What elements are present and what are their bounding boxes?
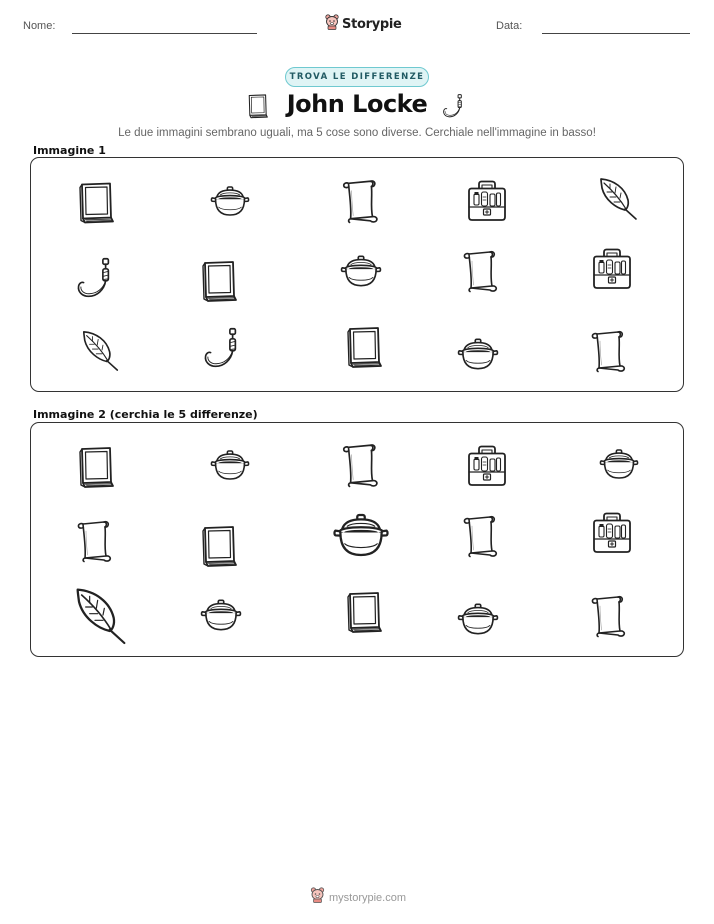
scroll-icon bbox=[585, 325, 633, 375]
medical-bag-icon bbox=[463, 442, 511, 490]
pot-icon bbox=[199, 593, 243, 637]
medical-bag-icon bbox=[588, 245, 636, 293]
medical-bag-icon bbox=[588, 509, 636, 557]
quill-icon bbox=[71, 581, 135, 649]
hook-icon bbox=[201, 324, 245, 372]
pot-icon bbox=[331, 505, 391, 565]
name-label: Nome: bbox=[23, 20, 56, 32]
date-field[interactable] bbox=[542, 33, 690, 34]
name-field[interactable] bbox=[72, 33, 257, 34]
scroll-icon bbox=[336, 175, 386, 225]
book-icon bbox=[341, 322, 389, 372]
medical-bag-icon bbox=[463, 177, 511, 225]
bear-mascot-icon bbox=[310, 887, 325, 908]
footer-site: mystorypie.com bbox=[329, 891, 407, 904]
scroll-icon bbox=[457, 246, 505, 294]
image-1-panel bbox=[30, 157, 684, 392]
image-1-label: Immagine 1 bbox=[33, 144, 106, 157]
storypie-logo bbox=[325, 14, 402, 35]
book-icon bbox=[196, 521, 244, 571]
book-icon bbox=[341, 587, 389, 637]
date-label: Data: bbox=[496, 20, 523, 32]
brand-name: Storypie bbox=[342, 17, 402, 32]
pot-icon bbox=[339, 249, 383, 293]
scroll-icon bbox=[71, 515, 119, 565]
bear-mascot-icon bbox=[325, 14, 339, 35]
book-icon bbox=[73, 442, 121, 492]
worksheet-title: John Locke bbox=[286, 90, 428, 118]
quill-icon bbox=[596, 174, 644, 222]
pot-icon bbox=[209, 180, 251, 222]
title-hook-icon bbox=[441, 91, 467, 121]
scroll-icon bbox=[457, 511, 505, 559]
instructions: Le due immagini sembrano uguali, ma 5 cose sono diverse. Cerchiale nell'immagine in basso! bbox=[118, 127, 596, 139]
pot-icon bbox=[209, 444, 251, 486]
image-2-panel bbox=[30, 422, 684, 657]
book-icon bbox=[196, 256, 244, 306]
pot-icon bbox=[598, 443, 640, 485]
image-2-label: Immagine 2 (cerchia le 5 differenze) bbox=[33, 408, 258, 421]
book-icon bbox=[73, 178, 121, 227]
pot-icon bbox=[456, 597, 500, 641]
worksheet-type-badge: TROVA LE DIFFERENZE bbox=[285, 67, 429, 87]
footer bbox=[310, 887, 406, 908]
hook-icon bbox=[74, 254, 118, 302]
quill-icon bbox=[79, 326, 125, 374]
scroll-icon bbox=[585, 590, 633, 640]
pot-icon bbox=[456, 332, 500, 376]
scroll-icon bbox=[336, 439, 386, 489]
